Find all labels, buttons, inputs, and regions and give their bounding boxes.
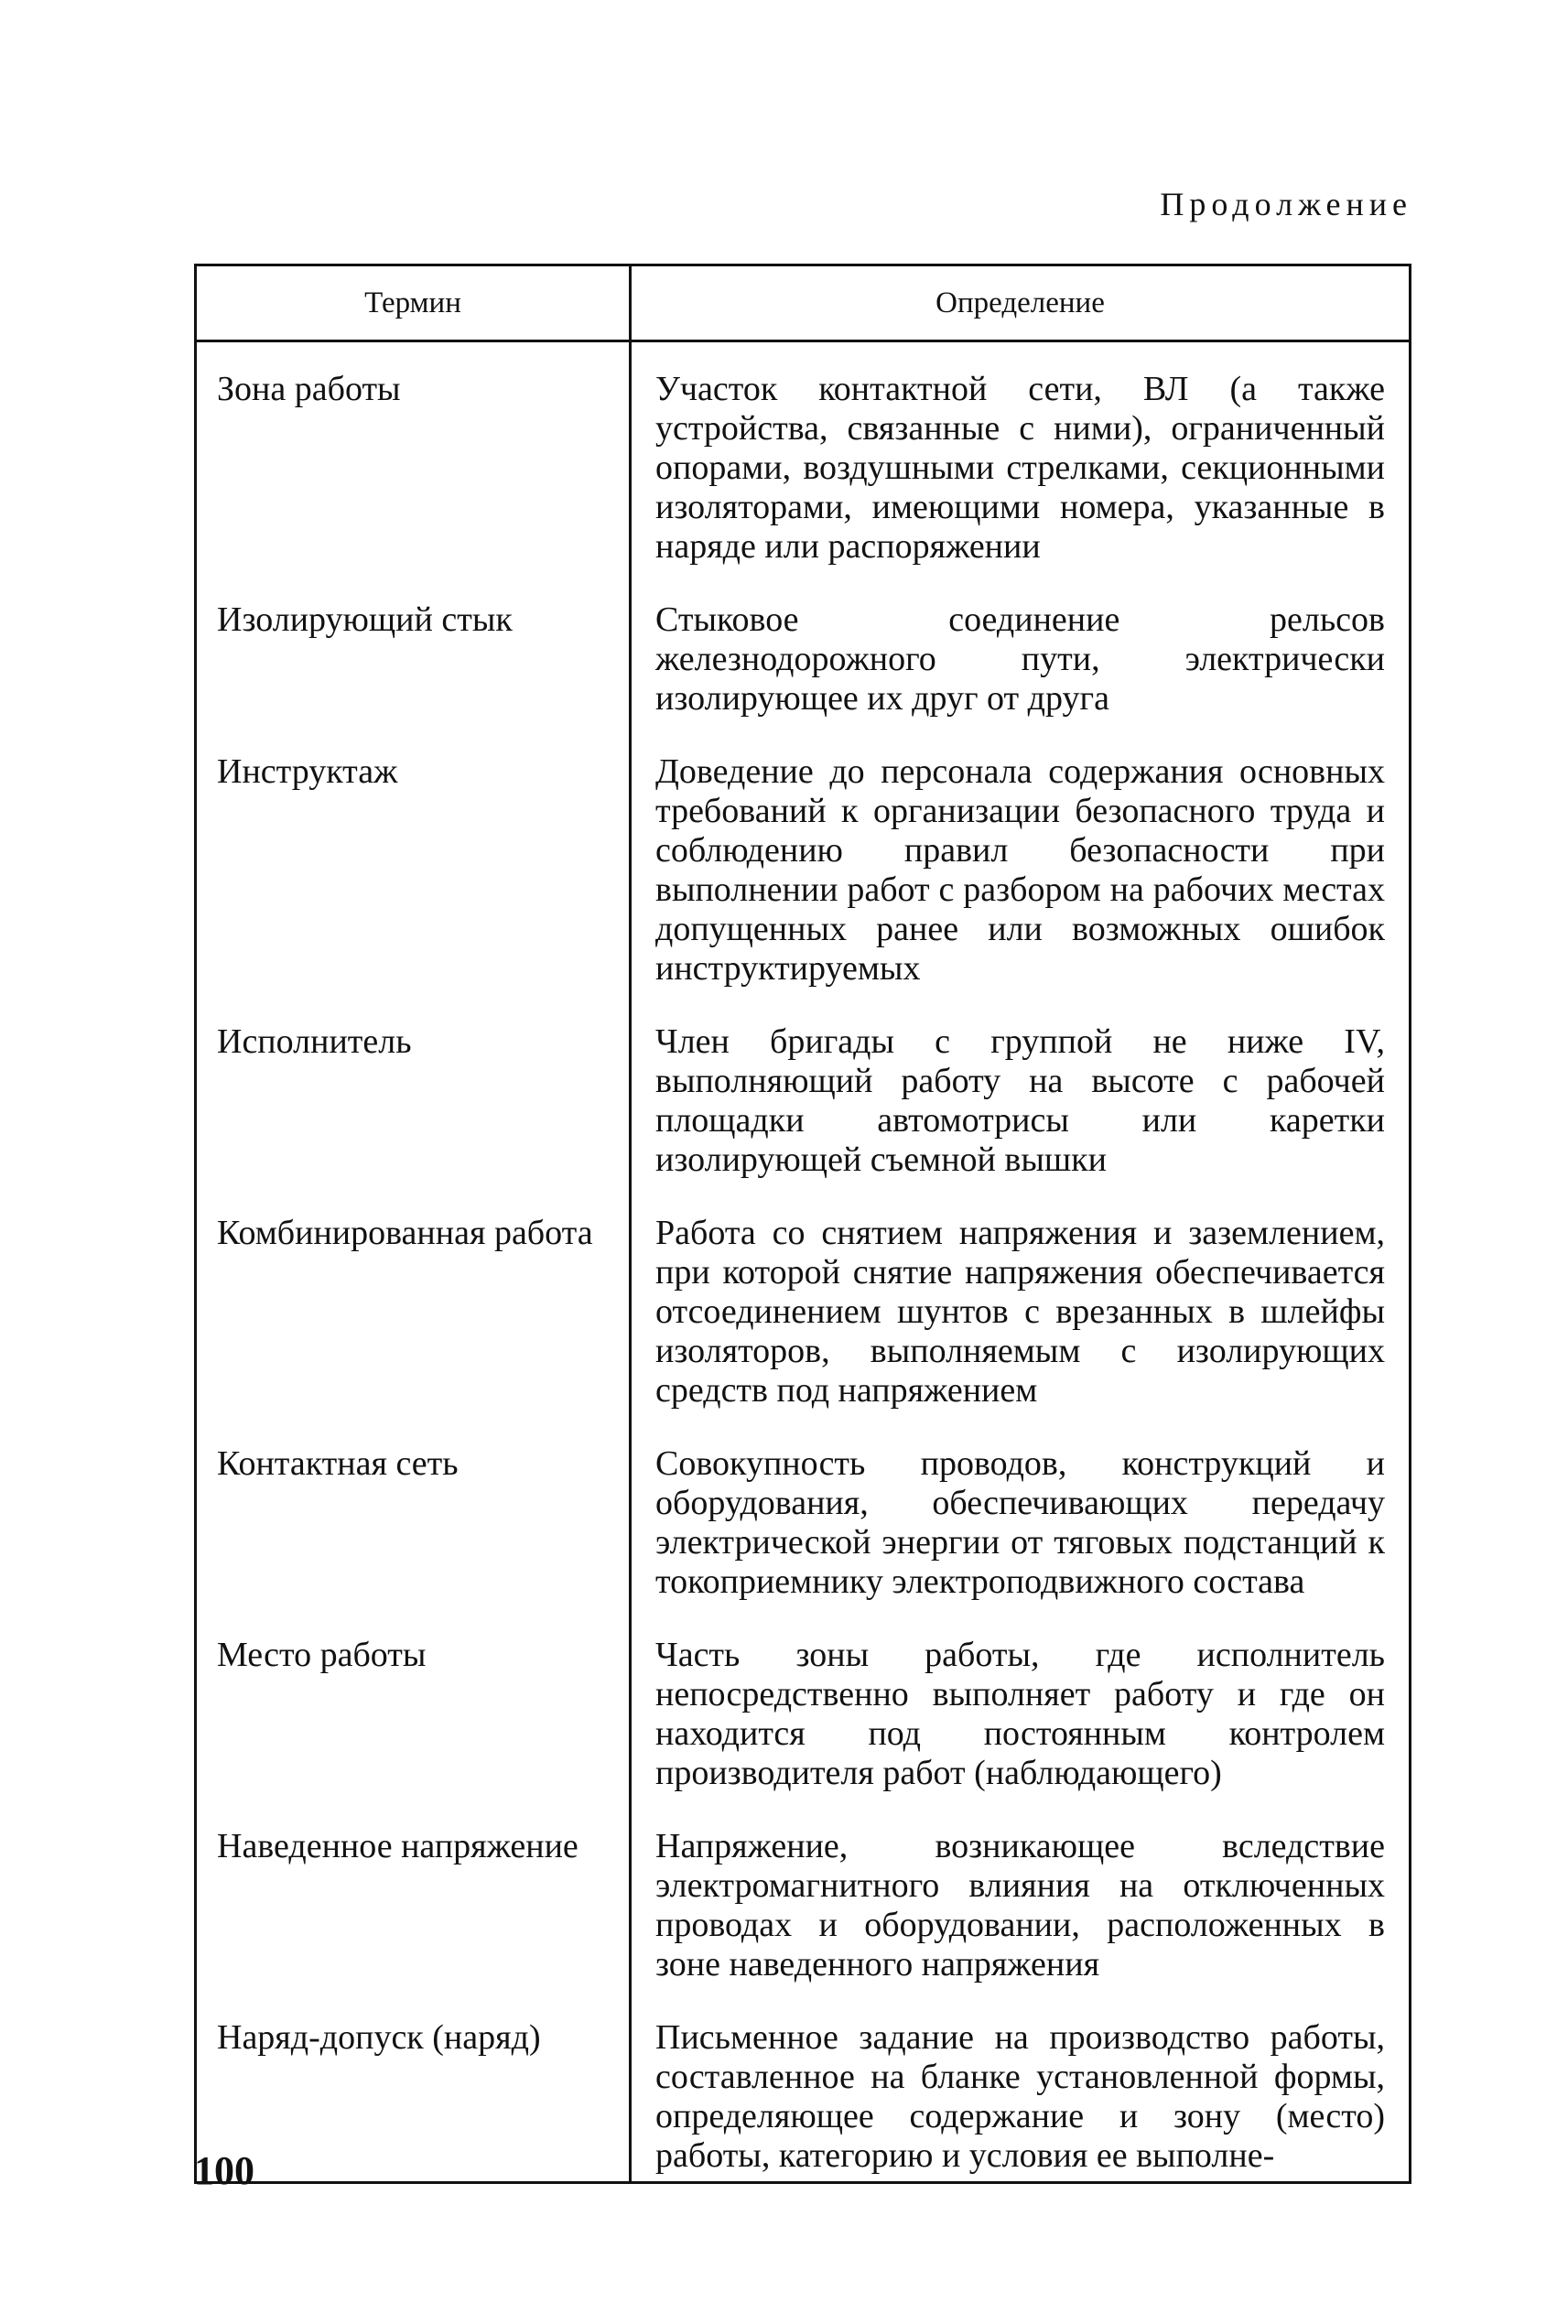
table-row bbox=[196, 341, 1411, 601]
definition-cell: Напряжение, возникающее вследствие электромагнитного влияния на отключенных проводах и оборудовании, расположенных в зоне наведенного напряжения bbox=[655, 1827, 1385, 1984]
table-row bbox=[196, 1022, 1411, 1214]
term-cell: Зона работы bbox=[196, 341, 631, 601]
term-cell: Изолирующий стык bbox=[196, 600, 631, 752]
table-row bbox=[196, 752, 1411, 1022]
terms-table bbox=[194, 264, 1411, 2184]
header-definition: Определение bbox=[631, 265, 1411, 341]
term-cell: Инструктаж bbox=[196, 752, 631, 1022]
definition-cell: Стыковое соединение рельсов железнодорожного пути, электрически изолирующее их друг от друга bbox=[655, 600, 1385, 718]
definition-cell: Член бригады с группой не ниже IV, выполняющий работу на высоте с рабочей площадки автомотрисы или каретки изолирующей съемной вышки bbox=[655, 1022, 1385, 1179]
definition-cell: Доведение до персонала содержания основных требований к организации безопасного труда и соблюдению правил безопасности при выполнении работ с разбором на рабочих местах допущенных ранее или возможных ошибок инструктируемых bbox=[655, 752, 1385, 988]
table-row bbox=[196, 600, 1411, 752]
definition-cell: Участок контактной сети, ВЛ (а также устройства, связанные с ними), ограниченный опорами, воздушными стрелками, секционными изоляторами, имеющими номера, указанные в наряде или распоряжении bbox=[655, 370, 1385, 566]
table-row bbox=[196, 2018, 1411, 2183]
definition-cell: Письменное задание на производство работы, составленное на бланке установленной формы, определяющее содержание и зону (место) работы, категорию и условия ее выполне- bbox=[655, 2018, 1385, 2175]
table-row bbox=[196, 1827, 1411, 2018]
page-number: 100 bbox=[194, 2148, 254, 2193]
definition-cell: Работа со снятием напряжения и заземлением, при которой снятие напряжения обеспечивается отсоединением шунтов с врезанных в шлейфы изоляторов, выполняемым с изолирующих средств под напряжением bbox=[655, 1214, 1385, 1410]
definition-cell: Совокупность проводов, конструкций и оборудования, обеспечивающих передачу электрической энергии от тяговых подстанций к токоприемнику электроподвижного состава bbox=[655, 1444, 1385, 1601]
term-cell: Наряд-допуск (наряд) bbox=[196, 2018, 631, 2183]
term-cell: Место работы bbox=[196, 1636, 631, 1827]
table-row bbox=[196, 1636, 1411, 1827]
term-cell: Комбинированная работа bbox=[196, 1214, 631, 1444]
header-term: Термин bbox=[196, 265, 631, 341]
table-row bbox=[196, 1214, 1411, 1444]
table-row bbox=[196, 1444, 1411, 1636]
term-cell: Наведенное напряжение bbox=[196, 1827, 631, 2018]
table-header-row bbox=[196, 265, 1411, 341]
continuation-label: Продолжение bbox=[1160, 186, 1412, 222]
term-cell: Контактная сеть bbox=[196, 1444, 631, 1636]
term-cell: Исполнитель bbox=[196, 1022, 631, 1214]
definition-cell: Часть зоны работы, где исполнитель непосредственно выполняет работу и где он находится под постоянным контролем производителя работ (наблюдающего) bbox=[655, 1636, 1385, 1792]
